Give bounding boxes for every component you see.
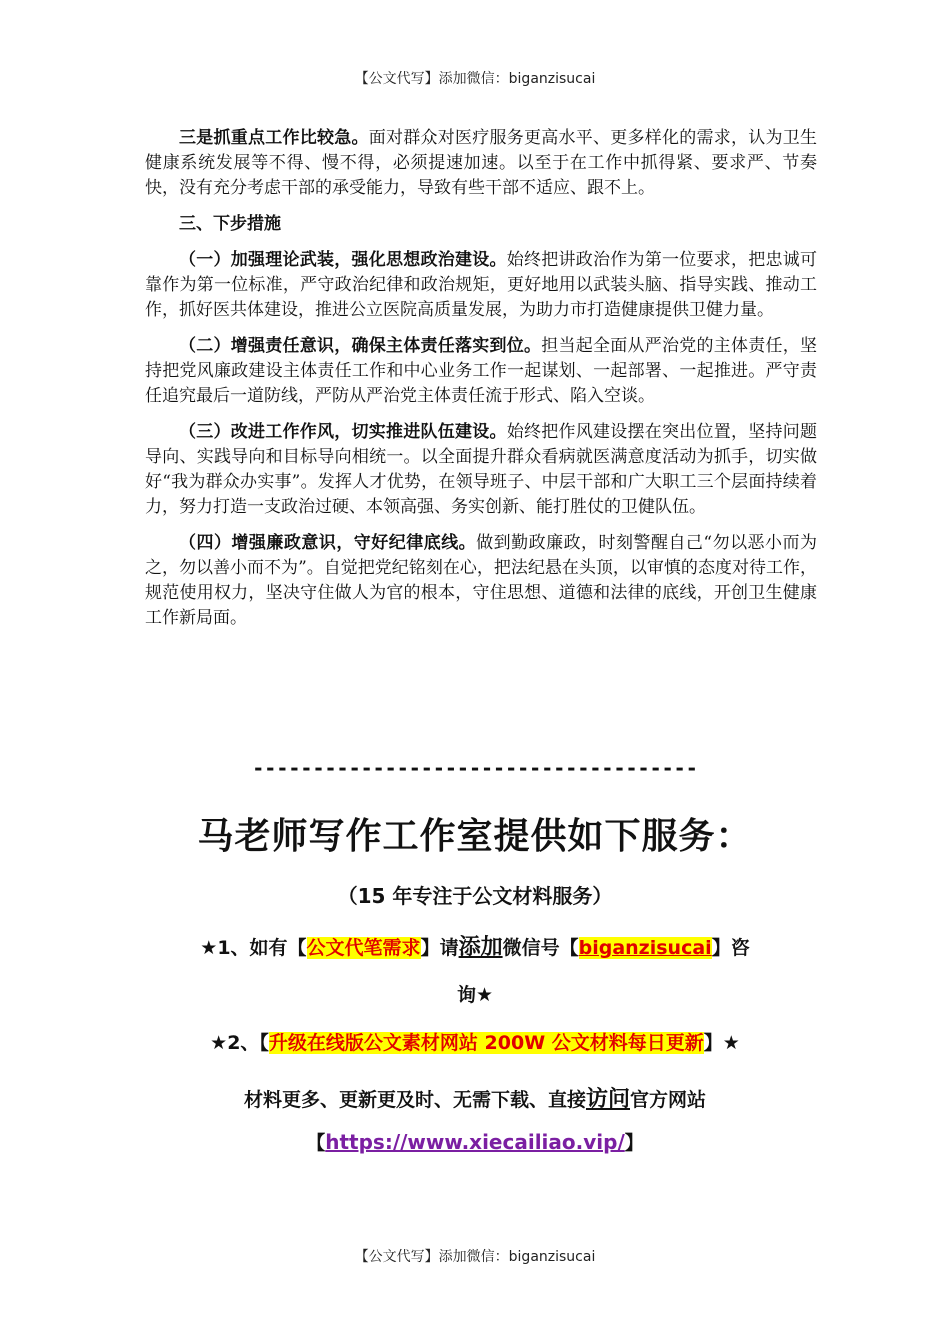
promo-text: 】咨: [711, 937, 750, 959]
highlight-text: 升级在线版公文素材网站 200W 公文材料每日更新: [268, 1032, 704, 1054]
promo-text: 官方网站: [630, 1089, 707, 1111]
emphasis-text: 添加: [458, 935, 503, 960]
paragraph-lead: （四）增强廉政意识，守好纪律底线。: [179, 533, 477, 553]
promo-line-1: [0, 930, 950, 961]
bracket-text: 】: [624, 1132, 644, 1154]
paragraph-lead: （三）改进工作作风，切实推进队伍建设。: [179, 422, 507, 442]
paragraph: [145, 334, 817, 409]
promo-line-2: [0, 1028, 950, 1055]
paragraph: [145, 126, 817, 201]
paragraph: [145, 248, 817, 323]
divider-line: -------------------------------------: [252, 756, 698, 780]
promo-line-3: [0, 1082, 950, 1113]
promo-text: 】请: [420, 937, 459, 959]
paragraph-text: 担当起全面从严治党的主体责任，坚持把党风廉政建设主体责任工作和中心业务工作一起谋划、一起部署、一起推进。严守责任追究最后一道防线，严防从严治党主体责任流于形式、陷入空谈。: [145, 336, 817, 406]
section-heading: [145, 212, 817, 237]
website-link[interactable]: https://www.xiecailiao.vip/: [325, 1130, 625, 1154]
paragraph-text: 面对群众对医疗服务更高水平、更多样化的需求，认为卫生健康系统发展等不得、慢不得，必须提速加速。以至于在工作中抓得紧、要求严、节奏快，没有充分考虑干部的承受能力，导致有些干部不适应、跟不上。: [145, 128, 817, 198]
highlight-text: 公文代笔需求: [306, 937, 421, 959]
paragraph-text: 始终把讲政治作为第一位要求，把忠诚可靠作为第一位标准，严守政治纪律和政治规矩，更好地用以武装头脑、指导实践、推动工作，抓好医共体建设，推进公立医院高质量发展，为助力市打造健康提供卫健力量。: [145, 250, 817, 320]
paragraph-lead: 三是抓重点工作比较急。: [179, 128, 369, 148]
paragraph: [145, 420, 817, 520]
page-footer: 【公文代写】添加微信：biganzisucai: [354, 1249, 596, 1265]
section-heading-text: 三、下步措施: [179, 214, 281, 234]
paragraph-text: 始终把作风建设摆在突出位置，坚持问题导向、实践导向和目标导向相统一。以全面提升群众看病就医满意度活动为抓手，切实做好“我为群众办实事”。发挥人才优势，在领导班子、中层干部和广大职工三个层面持续着力，努力打造一支政治过硬、本领高强、务实创新、能打胜仗的卫健队伍。: [145, 422, 817, 517]
bracket-text: 【: [306, 1132, 326, 1154]
paragraph: [145, 531, 817, 631]
promo-title: 马老师写作工作室提供如下服务：: [197, 816, 753, 857]
paragraph-lead: （二）增强责任意识，确保主体责任落实到位。: [179, 336, 542, 356]
promo-text: 】★: [703, 1032, 740, 1054]
page-header: 【公文代写】添加微信：biganzisucai: [354, 71, 596, 87]
promo-text: ★2、【: [210, 1032, 269, 1054]
promo-text: ★1、如有【: [200, 937, 307, 959]
paragraph-lead: （一）加强理论武装，强化思想政治建设。: [179, 250, 507, 270]
promo-subtitle: （15 年专注于公文材料服务）: [337, 884, 613, 908]
body-text: [145, 126, 817, 642]
promo-text: 材料更多、更新更及时、无需下载、直接: [243, 1089, 586, 1111]
emphasis-text: 访问: [585, 1087, 630, 1112]
promo-line-4: [0, 1128, 950, 1155]
paragraph-text: 做到勤政廉政，时刻警醒自己“勿以恶小而为之，勿以善小而不为”。自觉把党纪铭刻在心，把法纪悬在头顶，以审慎的态度对待工作，规范使用权力，坚决守住做人为官的根本，守住思想、道德和法律的底线，开创卫生健康工作新局面。: [145, 533, 817, 628]
promo-line-1-cont: 询★: [456, 984, 494, 1006]
promo-text: 微信号【: [502, 937, 579, 959]
wechat-id: biganzisucai: [578, 937, 712, 959]
